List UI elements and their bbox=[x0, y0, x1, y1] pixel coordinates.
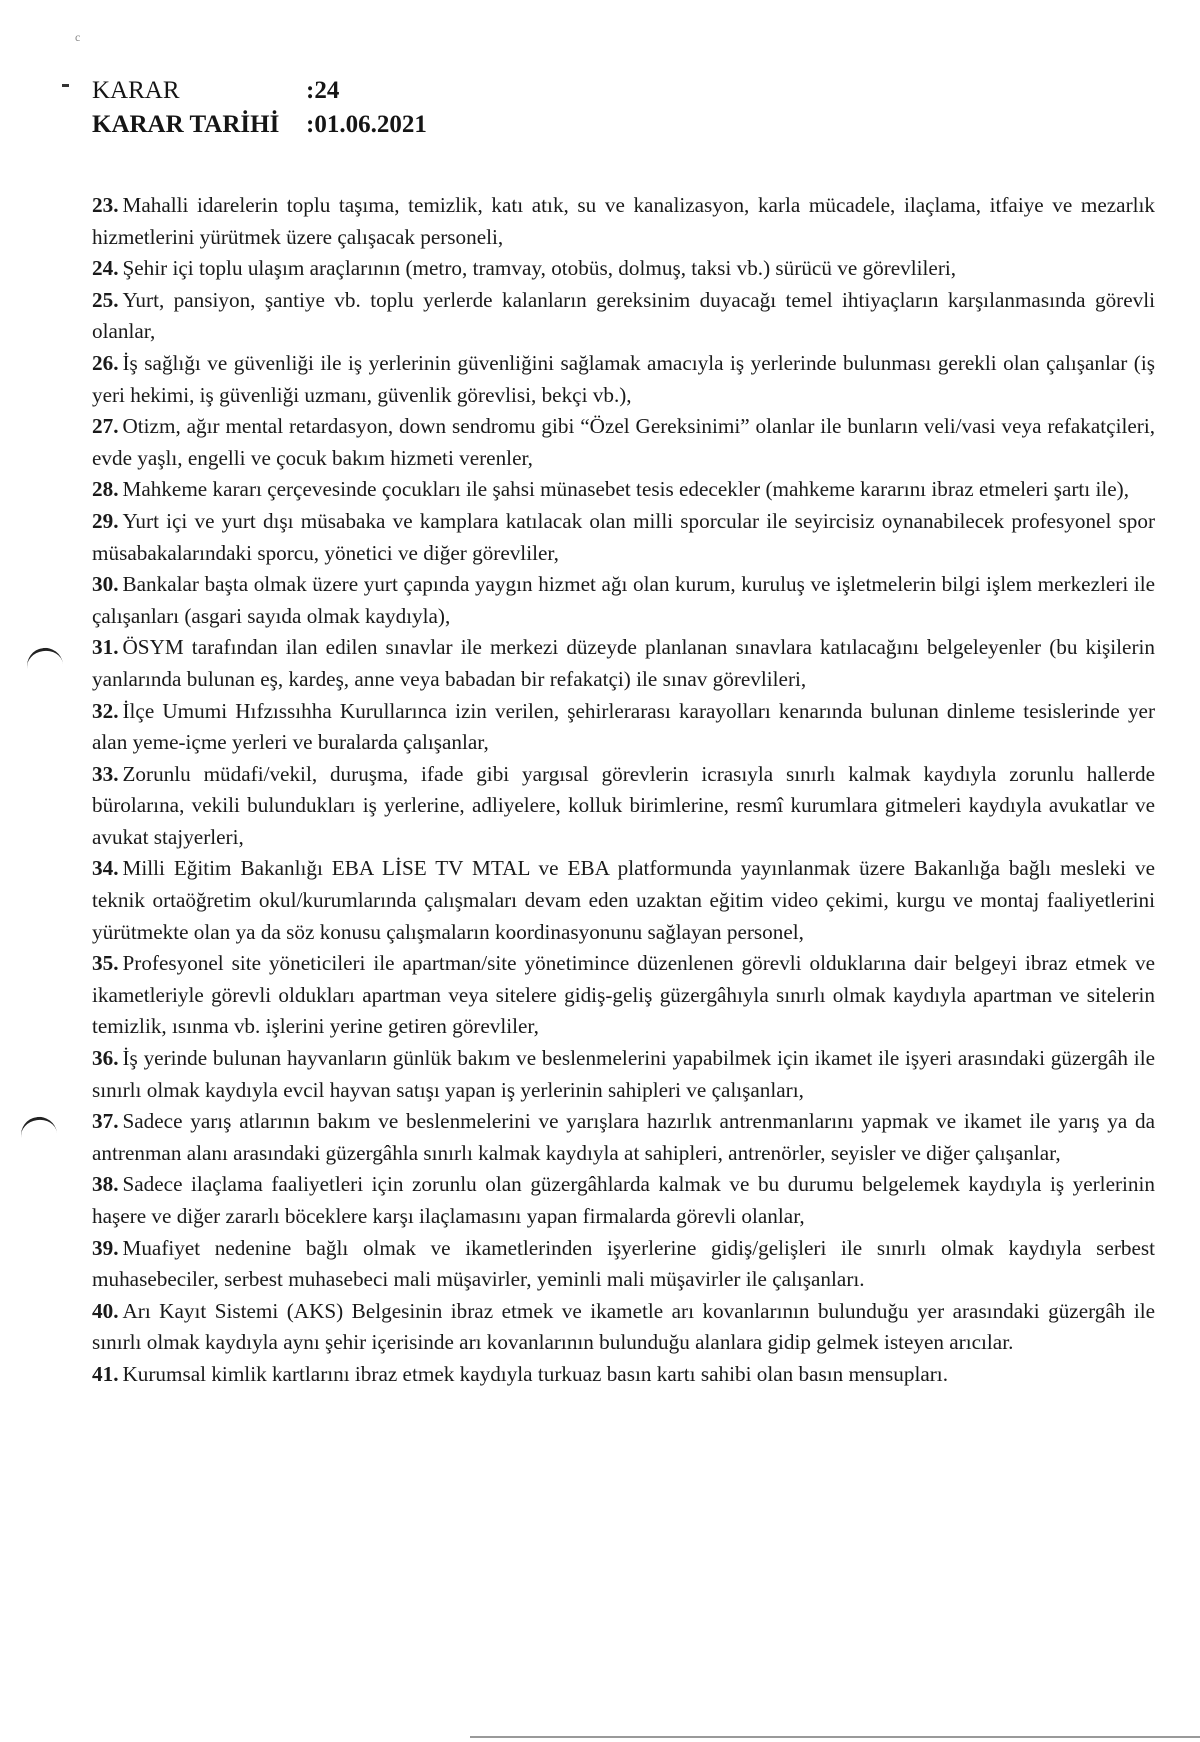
list-item bbox=[92, 1106, 1155, 1169]
item-text: Kurumsal kimlik kartlarını ibraz etmek kaydıyla turkuaz basın kartı sahibi olan basın mensupları. bbox=[122, 1361, 948, 1386]
list-item bbox=[92, 1296, 1155, 1359]
item-number: 24. bbox=[92, 256, 119, 281]
item-text: ÖSYM tarafından ilan edilen sınavlar ile merkezi düzeyde planlanan sınavlara katılacağını belgeleyenler (bu kişilerin yanlarında bulunan eş, kardeş, anne veya babadan bir refakatçi) ile sınav görevlileri, bbox=[92, 635, 1155, 691]
item-number: 29. bbox=[92, 508, 119, 533]
list-item bbox=[92, 632, 1155, 695]
decision-number-row bbox=[92, 74, 427, 108]
item-text: Yurt içi ve yurt dışı müsabaka ve kamplara katılacak olan milli sporcular ile seyircisiz oynanabilecek profesyonel spor müsabakalarındaki sporcu, yönetici ve diğer görevliler, bbox=[92, 508, 1155, 565]
list-item bbox=[92, 506, 1155, 569]
corner-mark: c bbox=[75, 30, 81, 44]
item-text: Şehir içi toplu ulaşım araçlarının (metro, tramvay, otobüs, dolmuş, taksi vb.) sürücü ve görevlileri, bbox=[122, 256, 957, 281]
list-item bbox=[92, 569, 1155, 632]
list-item bbox=[92, 1043, 1155, 1106]
decision-date-value: :01.06.2021 bbox=[306, 111, 427, 138]
item-text: Sadece ilaçlama faaliyetleri için zorunlu olan güzergâhlarda kalmak ve bu durumu belgelemek kaydıyla iş yerlerinin haşere ve diğer zararlı böceklere karşı ilaçlamasını yapan firmalarda görevli olanlar, bbox=[92, 1172, 1155, 1228]
item-number: 28. bbox=[92, 477, 119, 502]
item-number: 40. bbox=[92, 1298, 119, 1323]
item-text: Bankalar başta olmak üzere yurt çapında yaygın hizmet ağı olan kurum, kuruluş ve işletmelerin bilgi işlem merkezleri ile çalışanları (asgari sayıda olmak kaydıyla), bbox=[92, 572, 1155, 628]
item-text: Mahkeme kararı çerçevesinde çocukları ile şahsi münasebet tesis edecekler (mahkeme kararını ibraz etmeleri şartı ile), bbox=[122, 477, 1130, 502]
item-number: 27. bbox=[92, 414, 119, 439]
item-number: 31. bbox=[92, 635, 119, 660]
item-text: Milli Eğitim Bakanlığı EBA LİSE TV MTAL ve EBA platformunda yayınlanmak üzere Bakanlığa bağlı mesleki ve teknik ortaöğretim okul/kurumlarında çalışmaları devam eden uzaktan eğitim video çekimi, kurgu ve montaj faaliyetlerini yürütmekte olan ya da söz konusu çalışmaların koordinasyonunu sağlayan personel, bbox=[92, 856, 1155, 944]
list-item bbox=[92, 1169, 1155, 1232]
item-text: Sadece yarış atlarının bakım ve beslenmelerini ve yarışlara hazırlık antrenmanlarını yapmak ve ikamet ile yarış ya da antrenman alanı arasındaki güzergâhla sınırlı kalmak kaydıyla at sahipleri, antrenörler, seyisler ve diğer çalışanlar, bbox=[92, 1109, 1155, 1165]
list-item bbox=[92, 948, 1155, 1043]
item-text: İlçe Umumi Hıfzıssıhha Kurullarınca izin verilen, şehirlerarası karayolları kenarında bulunan dinleme tesislerinde yer alan yeme-içme yerleri ve buralarda çalışanlar, bbox=[92, 698, 1155, 755]
punch-hole-mark bbox=[25, 646, 64, 672]
item-number: 37. bbox=[92, 1109, 119, 1134]
item-text: Zorunlu müdafi/vekil, duruşma, ifade gibi yargısal görevlerin icrasıyla sınırlı kalmak kaydıyla zorunlu hallerde bürolarına, vekili bulundukları iş yerlerine, adliyelere, kolluk birimlerine, resmî kurumlara gitmeleri kaydıyla avukatlar ve avukat stajyerleri, bbox=[92, 761, 1155, 849]
item-text: Muafiyet nedenine bağlı olmak ve ikametlerinden işyerlerine gidiş/gelişleri ile sınırlı olmak kaydıyla serbest muhasebeciler, serbest muhasebeci mali müşavirler, yeminli mali müşavirler ile çalışanları. bbox=[92, 1235, 1155, 1292]
decision-header bbox=[92, 74, 427, 142]
item-number: 36. bbox=[92, 1046, 119, 1071]
item-text: İş sağlığı ve güvenliği ile iş yerlerinin güvenliğini sağlamak amacıyla iş yerlerinde bulunması gerekli olan çalışanlar (iş yeri hekimi, iş güvenliği uzmanı, güvenlik görevlisi, bekçi vb.), bbox=[92, 350, 1155, 407]
item-number: 32. bbox=[92, 698, 119, 723]
item-number: 41. bbox=[92, 1361, 119, 1386]
item-number: 25. bbox=[92, 287, 119, 312]
list-item bbox=[92, 285, 1155, 348]
list-item bbox=[92, 474, 1155, 506]
item-text: Yurt, pansiyon, şantiye vb. toplu yerlerde kalanların gereksinim duyacağı temel ihtiyaçların karşılanmasında görevli olanlar, bbox=[92, 287, 1155, 344]
item-number: 39. bbox=[92, 1235, 119, 1260]
punch-hole-mark bbox=[19, 1115, 58, 1141]
list-item bbox=[92, 1233, 1155, 1296]
item-text: İş yerinde bulunan hayvanların günlük bakım ve beslenmelerini yapabilmek için ikamet ile işyeri arasındaki güzergâh ile sınırlı olmak kaydıyla evcil hayvan satışı yapan iş yerlerinin sahipleri ve çalışanları, bbox=[92, 1046, 1155, 1102]
item-number: 35. bbox=[92, 951, 119, 976]
list-item bbox=[92, 411, 1155, 474]
decision-number-value: :24 bbox=[306, 77, 340, 104]
item-text: Profesyonel site yöneticileri ile apartman/site yönetimince düzenlenen görevli olduklarına dair belgeyi ibraz etmek ve ikametleriyle görevli oldukları apartman veya sitelere gidiş-geliş güzergâhıyla sınırlı olmak kaydıyla apartman ve sitelerin temizlik, ısınma vb. işlerini yerine getiren görevliler, bbox=[92, 951, 1155, 1039]
list-item bbox=[92, 190, 1155, 253]
item-text: Arı Kayıt Sistemi (AKS) Belgesinin ibraz etmek ve ikametle arı kovanlarının bulunduğu yer arasındaki güzergâh ile sınırlı olmak kaydıyla aynı şehir içerisinde arı kovanlarının bulunduğu alanlara gidip gelmek isteyen arıcılar. bbox=[92, 1298, 1155, 1355]
item-number: 38. bbox=[92, 1172, 119, 1197]
scan-edge-line bbox=[470, 1736, 1200, 1738]
list-item bbox=[92, 853, 1155, 948]
decision-number-label: KARAR bbox=[92, 77, 180, 104]
list-item bbox=[92, 348, 1155, 411]
item-number: 30. bbox=[92, 572, 119, 597]
decision-date-label: KARAR TARİHİ bbox=[92, 111, 280, 138]
list-item bbox=[92, 696, 1155, 759]
margin-dash-mark bbox=[62, 84, 69, 87]
list-item bbox=[92, 253, 1155, 285]
list-item bbox=[92, 1359, 1155, 1391]
item-text: Mahalli idarelerin toplu taşıma, temizlik, katı atık, su ve kanalizasyon, karla mücadele, ilaçlama, itfaiye ve mezarlık hizmetlerini yürütmek üzere çalışacak personeli, bbox=[92, 193, 1155, 249]
exemption-list bbox=[92, 190, 1155, 1391]
item-number: 23. bbox=[92, 193, 119, 217]
item-number: 26. bbox=[92, 350, 119, 375]
item-number: 34. bbox=[92, 856, 119, 881]
item-number: 33. bbox=[92, 761, 119, 786]
item-text: Otizm, ağır mental retardasyon, down sendromu gibi “Özel Gereksinimi” olanlar ile bunların veli/vasi veya refakatçileri, evde yaşlı, engelli ve çocuk bakım hizmeti verenler, bbox=[92, 414, 1155, 470]
list-item bbox=[92, 759, 1155, 854]
decision-date-row bbox=[92, 108, 427, 142]
